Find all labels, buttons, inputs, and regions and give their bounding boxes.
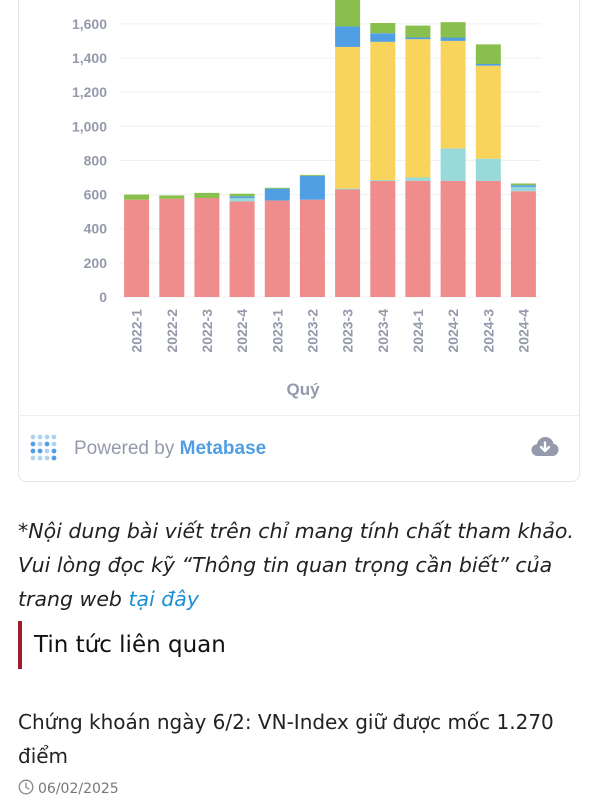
bar-segment[interactable] [405, 26, 430, 38]
bar-segment[interactable] [405, 38, 430, 40]
y-tick-label: 200 [83, 254, 107, 271]
bar-segment[interactable] [441, 181, 466, 297]
bar-segment[interactable] [159, 195, 184, 198]
x-tick-label: 2022-4 [234, 309, 251, 353]
bar-segment[interactable] [370, 42, 395, 180]
bar-segment[interactable] [511, 187, 536, 191]
powered-by-label: Powered by [74, 438, 175, 459]
bar-segment[interactable] [335, 0, 360, 26]
bar-segment[interactable] [335, 47, 360, 189]
bar-segment[interactable] [405, 178, 430, 181]
bar-segment[interactable] [159, 199, 184, 297]
clock-icon [18, 779, 34, 799]
news-item-date [18, 778, 119, 800]
bar-segment[interactable] [230, 198, 255, 201]
y-tick-label: 1,000 [71, 118, 107, 135]
bar-segment[interactable] [194, 198, 219, 297]
x-tick-label: 2022-3 [198, 309, 215, 353]
metabase-logo-icon [29, 432, 63, 471]
x-tick-label: 2024-2 [445, 309, 462, 353]
bar-segment[interactable] [476, 64, 501, 66]
news-date-text: 06/02/2025 [38, 781, 119, 797]
x-tick-label: 2022-2 [163, 309, 180, 353]
bar-segment[interactable] [476, 44, 501, 64]
bar-segment[interactable] [441, 149, 466, 181]
y-tick-label: 600 [83, 186, 107, 203]
stacked-bar-chart [19, 0, 580, 416]
y-tick-label: 800 [83, 152, 107, 169]
disclaimer-link[interactable]: tại đây [128, 587, 199, 611]
bar-segment[interactable] [370, 180, 395, 181]
powered-by-text[interactable] [74, 438, 266, 460]
bar-segment[interactable] [265, 189, 290, 201]
bar-segment[interactable] [300, 175, 325, 176]
x-tick-label: 2023-2 [304, 309, 321, 353]
disclaimer-note [18, 514, 583, 616]
bar-segment[interactable] [511, 191, 536, 297]
bar-segment[interactable] [511, 185, 536, 187]
bar-segment[interactable] [124, 195, 149, 200]
bar-segment[interactable] [335, 189, 360, 190]
bar-segment[interactable] [370, 33, 395, 42]
bar-segment[interactable] [405, 39, 430, 177]
bar-segment[interactable] [405, 181, 430, 297]
bar-segment[interactable] [230, 194, 255, 197]
x-tick-label: 2023-3 [339, 309, 356, 353]
related-news-heading: Tin tức liên quan [18, 621, 226, 669]
y-tick-label: 0 [99, 289, 107, 305]
bar-segment[interactable] [124, 200, 149, 297]
bar-segment[interactable] [370, 181, 395, 297]
chart-footer [19, 416, 579, 482]
y-tick-label: 400 [83, 220, 107, 237]
bar-segment[interactable] [441, 41, 466, 148]
bar-segment[interactable] [335, 190, 360, 298]
y-tick-label: 1,400 [71, 50, 107, 67]
bar-segment[interactable] [476, 181, 501, 297]
bar-segment[interactable] [230, 196, 255, 198]
bar-segment[interactable] [265, 188, 290, 189]
chart-card [18, 0, 580, 482]
x-tick-label: 2024-1 [409, 309, 426, 353]
bar-segment[interactable] [441, 22, 466, 37]
y-tick-label: 1,200 [71, 84, 107, 101]
bar-segment[interactable] [476, 66, 501, 159]
y-tick-label: 1,600 [71, 15, 107, 32]
x-tick-label: 2024-3 [480, 309, 497, 353]
bar-segment[interactable] [300, 200, 325, 297]
bar-segment[interactable] [511, 184, 536, 186]
cloud-download-icon[interactable] [531, 436, 559, 463]
x-tick-label: 2022-1 [128, 309, 145, 353]
metabase-brand-link[interactable]: Metabase [179, 438, 267, 459]
bar-segment[interactable] [370, 23, 395, 33]
news-item-title[interactable]: Chứng khoán ngày 6/2: VN-Index giữ được mốc 1.270 điểm [18, 710, 554, 768]
x-tick-label: 2024-4 [515, 309, 532, 353]
bar-segment[interactable] [335, 26, 360, 47]
bar-segment[interactable] [476, 159, 501, 181]
x-tick-label: 2023-1 [269, 309, 286, 353]
x-tick-label: 2023-4 [374, 309, 391, 353]
bar-segment[interactable] [300, 176, 325, 200]
x-axis-label: Quý [286, 380, 320, 399]
bar-segment[interactable] [441, 38, 466, 41]
bar-segment[interactable] [265, 201, 290, 297]
bar-segment[interactable] [230, 201, 255, 297]
bar-segment[interactable] [194, 193, 219, 198]
disclaimer-text: *Nội dung bài viết trên chỉ mang tính chất tham khảo. Vui lòng đọc kỹ “Thông tin quan trọng cần biết” của trang web [18, 519, 574, 611]
